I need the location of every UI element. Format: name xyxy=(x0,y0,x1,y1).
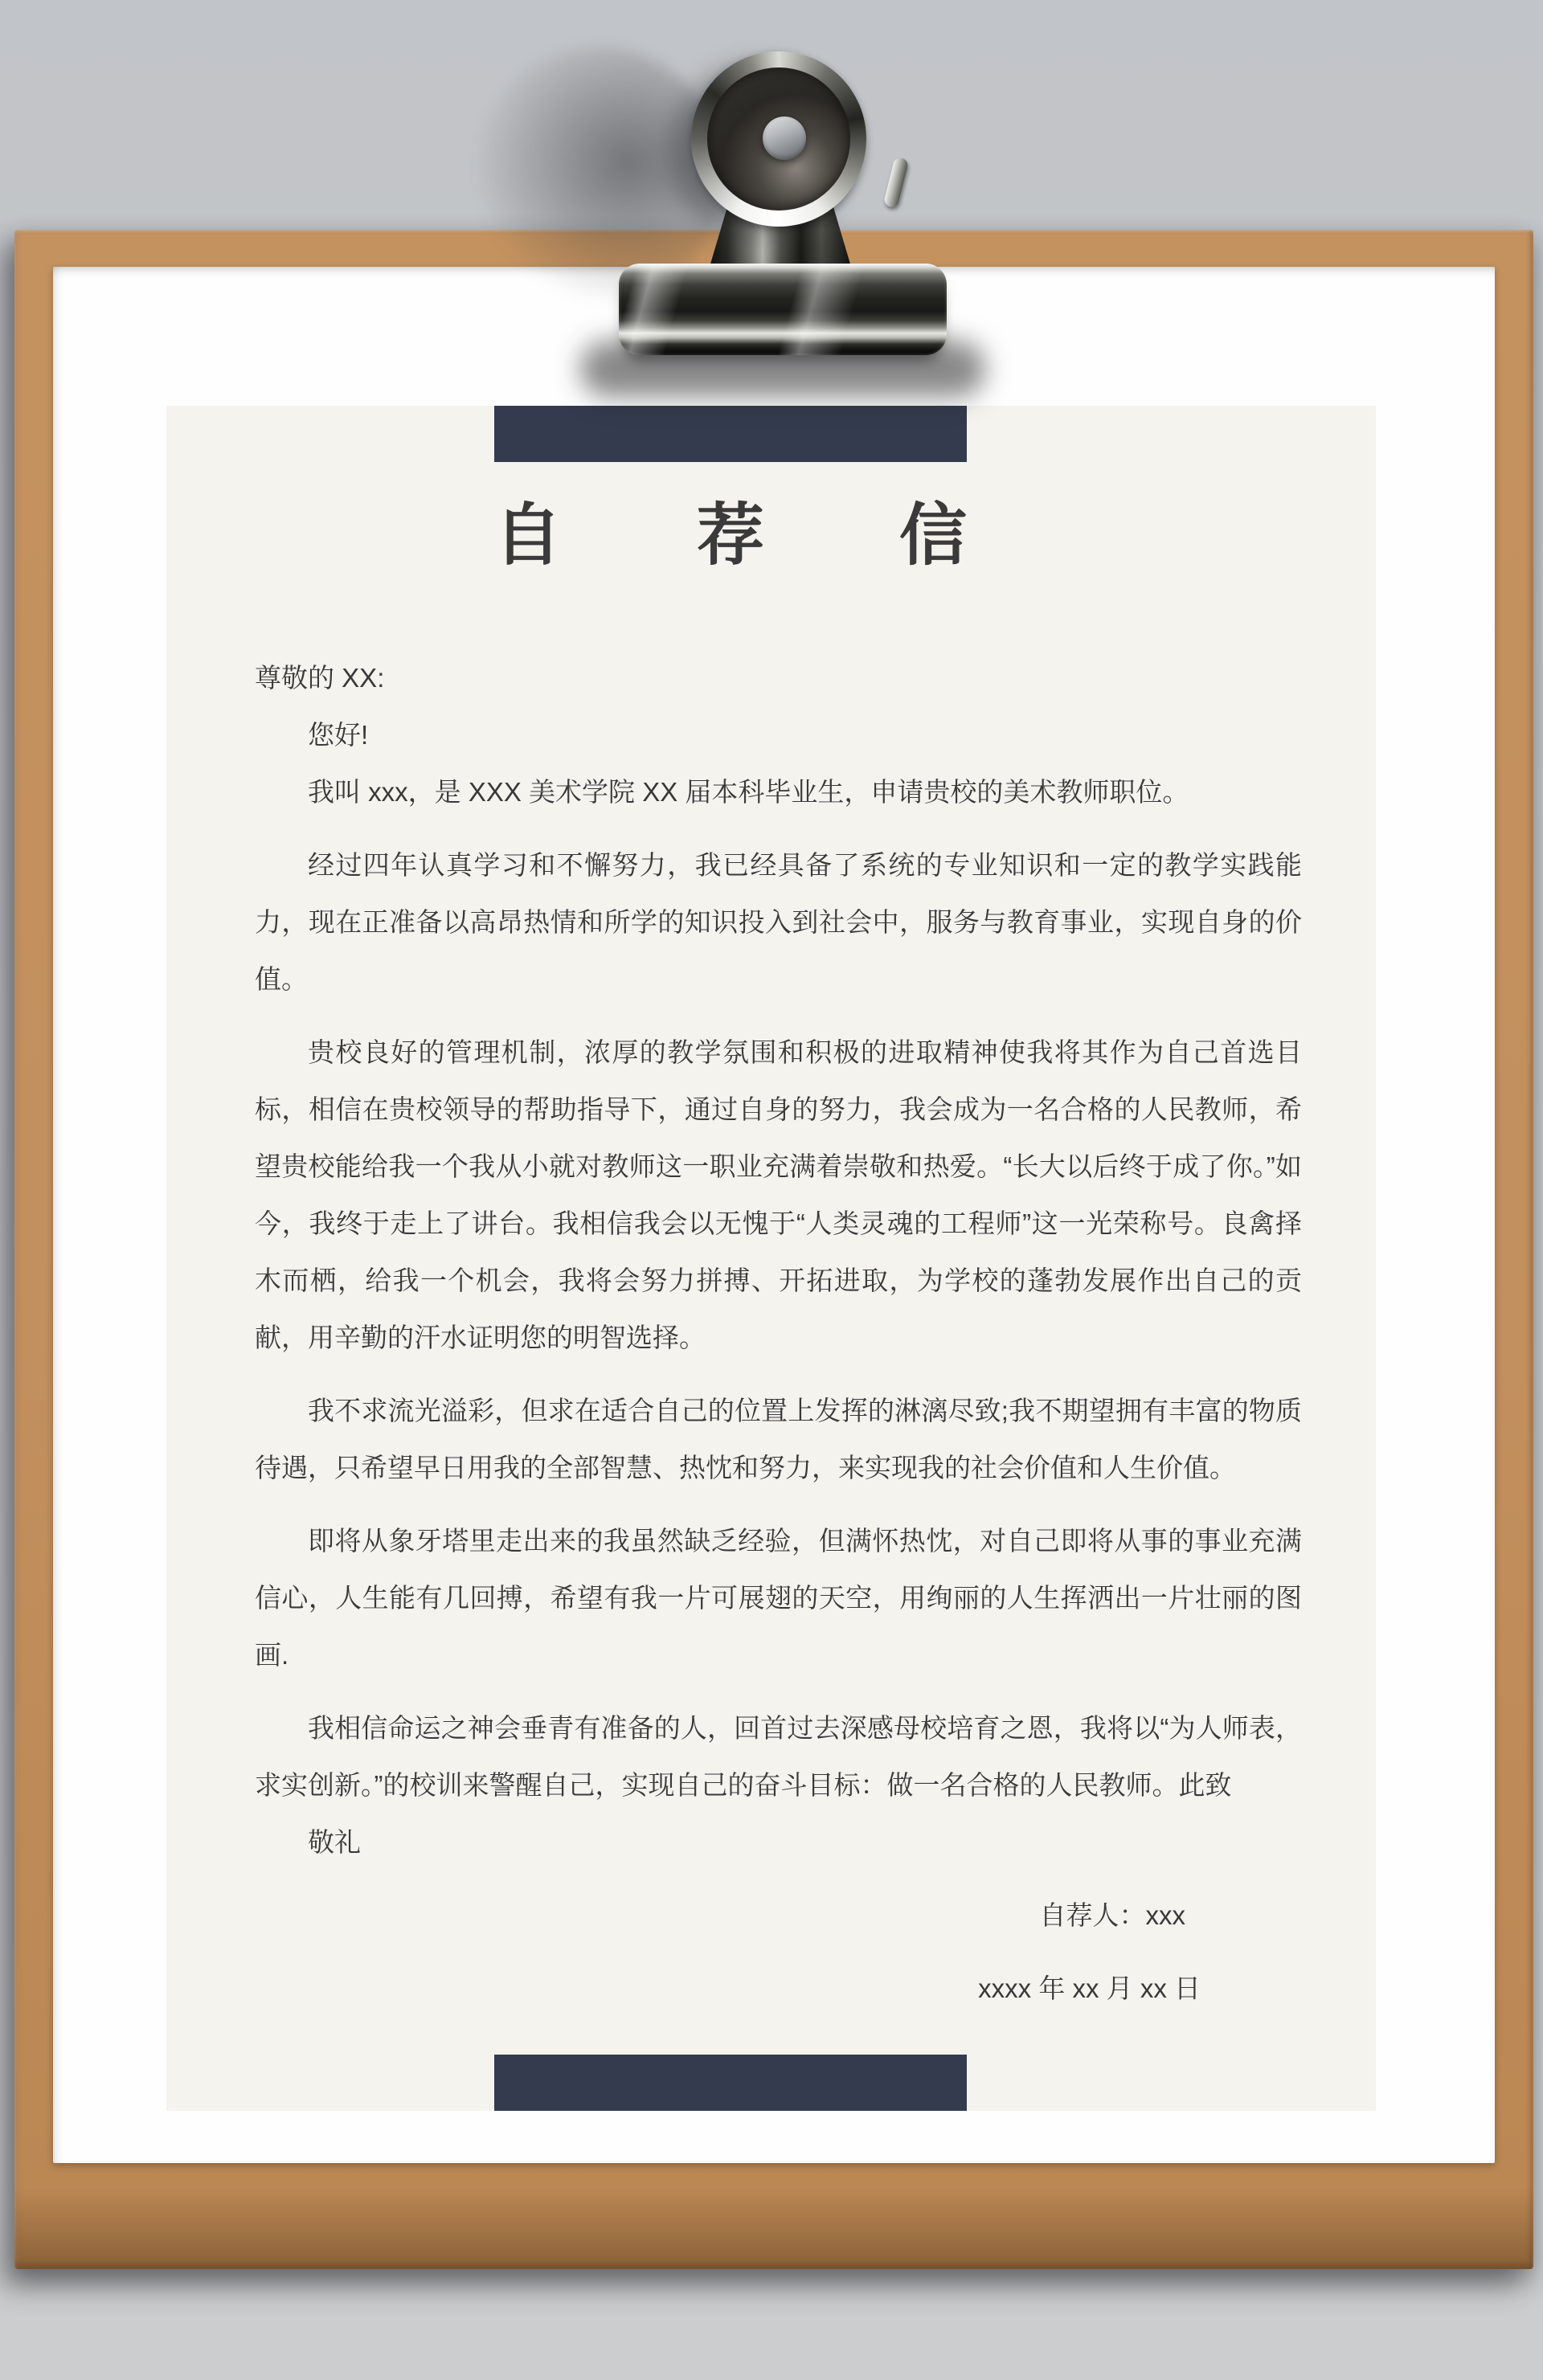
accent-bar-top xyxy=(494,406,967,462)
paragraph-motto: 我相信命运之神会垂青有准备的人，回首过去深感母校培育之恩，我将以“为人师表，求实创新。”的校训来警醒自己，实现自己的奋斗目标：做一名合格的人民教师。此致 xyxy=(255,1713,1302,1800)
greeting: 您好! xyxy=(308,720,369,750)
binder-clip-icon xyxy=(691,51,866,227)
binder-clip-bar xyxy=(619,264,947,355)
letter-title xyxy=(494,493,967,573)
title-char-2: 荐 xyxy=(696,497,764,573)
closing: 敬礼 xyxy=(308,1827,361,1857)
letter-area xyxy=(166,406,1376,2111)
accent-bar-bottom xyxy=(494,2055,967,2111)
paragraph-school: 贵校良好的管理机制，浓厚的教学氛围和积极的进取精神使我将其作为自己首选目标，相信在贵校领导的帮助指导下，通过自身的努力，我会成为一名合格的人民教师，希望贵校能给我一个我从小就对教师这一职业充满着崇敬和热爱。“长大以后终于成了你。”如今，我终于走上了讲台。我相信我会以无愧于“人类灵魂的工程师”这一光荣称号。良禽择木而栖，给我一个机会，我将会努力拼搏、开拓进取，为学校的蓬勃发展作出自己的贡献，用辛勤的汗水证明您的明智选择。 xyxy=(255,1037,1302,1352)
signature: 自荐人：xxx xyxy=(1039,1900,1185,1930)
paragraph-confidence: 即将从象牙塔里走出来的我虽然缺乏经验，但满怀热忱，对自己即将从事的事业充满信心，人生能有几回搏，希望有我一片可展翅的天空，用绚丽的人生挥洒出一片壮丽的图画. xyxy=(255,1526,1302,1670)
salutation: 尊敬的 XX: xyxy=(255,663,385,693)
title-char-3: 信 xyxy=(898,497,967,573)
paragraph-study: 经过四年认真学习和不懈努力，我已经具备了系统的专业知识和一定的教学实践能力，现在正准备以高昂热情和所学的知识投入到社会中，服务与教育事业，实现自身的价值。 xyxy=(255,850,1302,994)
title-char-1: 自 xyxy=(494,497,563,573)
binder-clip-hole xyxy=(763,117,806,160)
letter-body xyxy=(255,649,1302,2017)
paragraph-intro: 我叫 xxx，是 XXX 美术学院 XX 届本科毕业生，申请贵校的美术教师职位。 xyxy=(308,777,1189,807)
date: xxxx 年 xx 月 xx 日 xyxy=(978,1973,1201,2003)
paragraph-values: 我不求流光溢彩，但求在适合自己的位置上发挥的淋漓尽致;我不期望拥有丰富的物质待遇，只希望早日用我的全部智慧、热忱和努力，来实现我的社会价值和人生价值。 xyxy=(255,1396,1302,1482)
